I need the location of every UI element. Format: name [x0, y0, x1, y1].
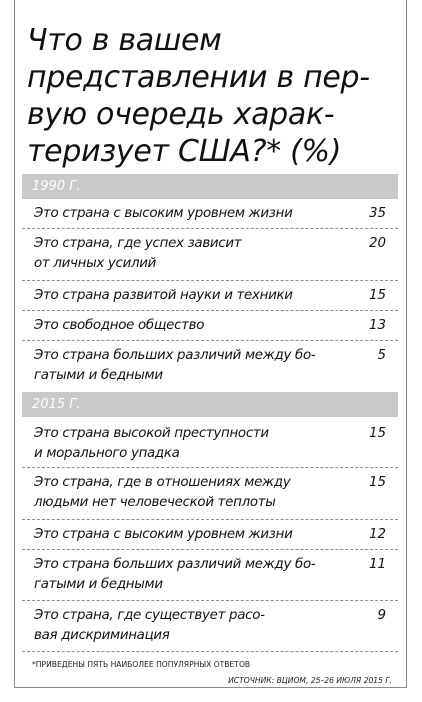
row-label: Это страна развитой науки и техники [34, 288, 293, 303]
title-line: Что в вашем [27, 23, 222, 58]
row-value: 9 [377, 608, 386, 623]
row-label: Это страна, где успех зависит от личных усилий [34, 236, 242, 271]
section-header-2015: 2015 Г. [22, 392, 398, 417]
table-row [22, 468, 398, 520]
row-value: 15 [368, 288, 386, 303]
row-value: 12 [368, 527, 386, 542]
table-row [22, 520, 398, 550]
table-row [22, 601, 398, 652]
title-line: вую очередь харак- [27, 97, 335, 132]
row-value: 13 [368, 318, 386, 333]
infographic-title [27, 22, 397, 170]
section-header-1990: 1990 Г. [22, 174, 398, 199]
table-row [22, 341, 398, 392]
row-label: Это страна больших различий между бо- гатыми и бедными [34, 557, 316, 592]
title-line: представлении в пер- [27, 60, 370, 95]
row-label: Это страна больших различий между бо- гатыми и бедными [34, 348, 316, 383]
footnote: *ПРИВЕДЕНЫ ПЯТЬ НАИБОЛЕЕ ПОПУЛЯРНЫХ ОТВЕТОВ [32, 660, 251, 669]
row-label: Это свободное общество [34, 318, 205, 333]
table-row [22, 199, 398, 229]
row-value: 5 [377, 348, 386, 363]
row-label: Это страна с высоким уровнем жизни [34, 527, 293, 542]
table-row [22, 311, 398, 341]
row-label: Это страна, где в отношениях между людьми нет человеческой теплоты [34, 475, 291, 510]
table-row [22, 419, 398, 468]
row-label: Это страна высокой преступности и морального упадка [34, 426, 269, 461]
table-row [22, 229, 398, 281]
source-line: ИСТОЧНИК: ВЦИОМ, 25–26 ИЮЛЯ 2015 Г. [228, 676, 392, 685]
table-row [22, 281, 398, 311]
row-value: 15 [368, 475, 386, 490]
title-line: теризует США?* (%) [27, 134, 342, 169]
row-label: Это страна, где существует расо- вая дискриминация [34, 608, 265, 643]
row-value: 11 [368, 557, 386, 572]
table-row [22, 550, 398, 601]
row-value: 20 [368, 236, 386, 251]
row-value: 15 [368, 426, 386, 441]
row-value: 35 [368, 206, 386, 221]
row-label: Это страна с высоким уровнем жизни [34, 206, 293, 221]
